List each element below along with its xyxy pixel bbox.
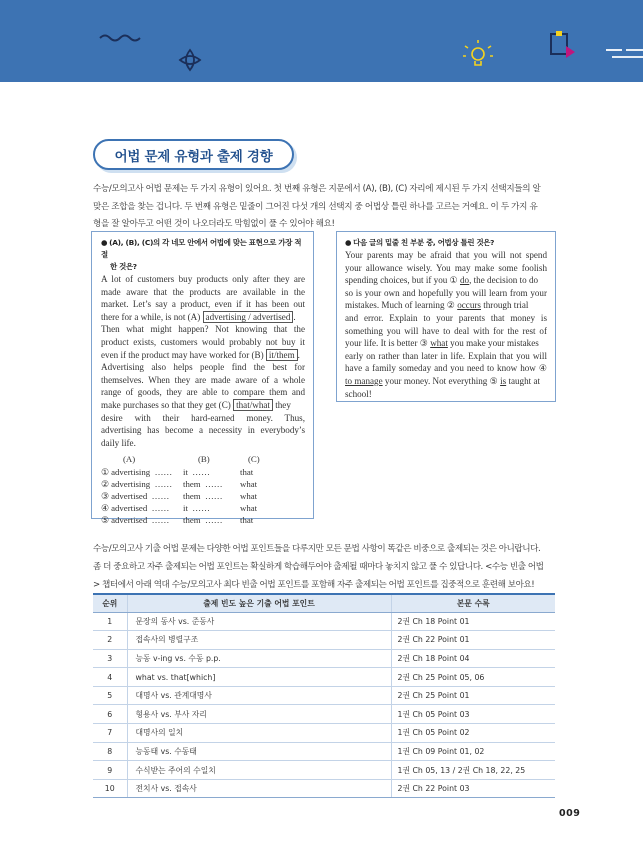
choice-a: [101, 466, 183, 478]
ref-cell: 2권 Ch 25 Point 01: [391, 686, 555, 705]
choice-a-text: ⑤ advertised: [101, 515, 148, 526]
intro2-line: 좀 더 중요하고 자주 출제되는 어법 포인트는 확실하게 학습해두어야 출제될 때마다 놓치지 않고 풀 수 있답니다. <수능 빈출 어법: [93, 562, 544, 572]
rank-cell: 7: [93, 724, 127, 743]
point-cell: what vs. that[which]: [127, 668, 391, 687]
choice-b: [183, 490, 240, 502]
passage-text: .: [297, 349, 300, 360]
passage-line: something you will have to deal with for the rest of: [345, 325, 547, 336]
passage-text: through trial: [483, 300, 529, 311]
choice-c: that: [240, 466, 254, 477]
passage-line: market. Let’s say a product, even if it has been out: [101, 299, 305, 310]
point-cell: 대명사 vs. 관계대명사: [127, 686, 391, 705]
passage-text: mistakes. Much of learning ②: [345, 300, 455, 311]
choice-b: [183, 466, 240, 478]
table-row: [93, 686, 555, 705]
point-cell: 능동태 vs. 수동태: [127, 742, 391, 761]
passage-line: [101, 349, 305, 362]
ref-cell: 2권 Ch 22 Point 01: [391, 631, 555, 650]
choice-b: [183, 514, 240, 526]
rank-cell: 8: [93, 742, 127, 761]
choice-row: [101, 502, 305, 514]
passage-line: [101, 399, 305, 412]
table-body: [93, 612, 555, 798]
header-ref: 본문 수록: [391, 594, 555, 612]
choice-a: [101, 514, 183, 526]
header-banner: [0, 0, 643, 82]
clipboard-icon: [551, 31, 575, 58]
table-row: [93, 631, 555, 650]
choice-a: [101, 502, 183, 514]
header-point: 출제 빈도 높은 기출 어법 포인트: [127, 594, 391, 612]
choice-b-text: them: [183, 515, 201, 526]
rank-cell: 5: [93, 686, 127, 705]
dots: ……: [205, 515, 223, 526]
passage-line: daily life.: [101, 437, 136, 448]
question-1-heading: [101, 237, 305, 273]
passage-text: even if the product may have worked for (B): [101, 349, 264, 360]
table-row: [93, 705, 555, 724]
rank-cell: 3: [93, 649, 127, 668]
passage-line: and error. Explain to your parents that money is: [345, 312, 547, 323]
point-cell: 전치사 vs. 접속사: [127, 779, 391, 798]
passage-line: school!: [345, 388, 372, 399]
choice-header-c: (C): [248, 454, 260, 465]
bullet-icon: ●: [101, 238, 108, 247]
point-cell: 대명사의 일치: [127, 724, 391, 743]
choice-row: [101, 478, 305, 490]
choice-b: [183, 502, 240, 514]
passage-line: themselves. When they are made aware of a whole: [101, 374, 305, 385]
sparkle-icon: [180, 50, 200, 70]
passage-line: [345, 299, 547, 312]
lightbulb-icon: [463, 40, 493, 65]
question-1-head-line1: (A), (B), (C)의 각 네모 안에서 어법에 맞는 표현으로 가장 적절: [101, 238, 302, 259]
passage-line: Your parents may be afraid that you will not spend: [345, 250, 547, 260]
passage-line: have a family someday and you need to know how ④: [345, 363, 547, 374]
passage-line: Then what might happen? Not knowing that the: [101, 324, 305, 335]
bullet-icon: ●: [345, 238, 352, 247]
choice-box-b: it/them: [266, 349, 298, 361]
point-cell: 능동 v-ing vs. 수동 p.p.: [127, 649, 391, 668]
point-cell: 접속사의 병렬구조: [127, 631, 391, 650]
passage-text: spending choices, but if you ①: [345, 275, 458, 286]
intro-line: 맞은 조합을 찾는 겁니다. 두 번째 유형은 밑줄이 그어진 다섯 개의 선택지 중 어법상 틀린 하나를 고르는 거예요. 이 두 가지 유: [93, 201, 538, 212]
header-rank: 순위: [93, 594, 127, 612]
choice-a: [101, 478, 183, 490]
question-1-passage: [101, 273, 305, 449]
passage-line: [101, 311, 305, 324]
underlined-choice-2: occurs: [457, 300, 481, 311]
underlined-choice-1: do: [460, 275, 470, 286]
choice-c: what: [240, 490, 258, 501]
passage-line: advertising has become a necessity in everybody’s: [101, 425, 305, 436]
point-cell: 문장의 동사 vs. 준동사: [127, 612, 391, 631]
intro-line: 수능/모의고사 어법 문제는 두 가지 유형이 있어요. 첫 번째 유형은 지문에서 (A), (B), (C) 자리에 제시된 두 가지 선택지들의 알: [93, 184, 541, 194]
point-cell: 수식받는 주어의 수일치: [127, 761, 391, 780]
dots: ……: [154, 478, 173, 489]
choice-header-b: (B): [198, 454, 210, 465]
choice-a-text: ④ advertised: [101, 503, 148, 514]
choice-b-text: them: [183, 478, 201, 489]
ref-cell: 1권 Ch 05 Point 02: [391, 724, 555, 743]
question-1-head-line2: 한 것은?: [110, 262, 137, 271]
passage-text: there for a while, is not (A): [101, 311, 201, 322]
intro2-line: 수능/모의고사 기출 어법 문제는 다양한 어법 포인트들을 다루지만 모든 문법 사항이 똑같은 비중으로 출제되는 것은 아니랍니다.: [93, 544, 541, 554]
choices-header: [101, 453, 305, 465]
question-2-passage: [345, 249, 547, 400]
ref-cell: 2권 Ch 18 Point 04: [391, 649, 555, 668]
dots: ……: [205, 478, 223, 489]
banner-decorations: [0, 0, 643, 82]
passage-text: they: [275, 399, 291, 410]
dots: ……: [151, 503, 170, 514]
question-2-heading: [345, 237, 547, 249]
wave-decoration-icon: [100, 36, 140, 41]
table-row: [93, 668, 555, 687]
intro2-line: > 챕터에서 아래 역대 수능/모의고사 최다 빈출 어법 포인트를 포함해 자주 출제되는 어법 포인트를 집중적으로 훈련해 보아요!: [93, 580, 535, 590]
rank-cell: 1: [93, 612, 127, 631]
ref-cell: 2권 Ch 25 Point 05, 06: [391, 668, 555, 687]
passage-line: your allowance wisely. You may make some foolish: [345, 262, 547, 273]
underlined-choice-5: is: [500, 375, 507, 386]
question-2-head: 다음 글의 밑줄 친 부분 중, 어법상 틀린 것은?: [353, 238, 495, 247]
ref-cell: 1권 Ch 05 Point 03: [391, 705, 555, 724]
frequency-table: [93, 593, 555, 798]
choice-b-text: them: [183, 490, 201, 501]
choice-row: [101, 490, 305, 502]
table-header-row: [93, 594, 555, 612]
table-row: [93, 761, 555, 780]
ref-cell: 2권 Ch 18 Point 01: [391, 612, 555, 631]
dots: ……: [205, 490, 223, 501]
ref-cell: 1권 Ch 05, 13 / 2권 Ch 18, 22, 25: [391, 761, 555, 780]
passage-text: your money. Not everything ⑤: [384, 375, 498, 386]
passage-text: your life. It is better ③: [345, 338, 428, 349]
dots: ……: [151, 515, 170, 526]
passage-line: product exists, customers would probably not buy it: [101, 336, 305, 347]
passage-text: , the decision to do: [469, 275, 539, 286]
dots: ……: [154, 466, 173, 477]
passage-text: taught at: [508, 375, 541, 386]
underlined-choice-4: to manage: [345, 375, 383, 386]
rank-cell: 2: [93, 631, 127, 650]
choice-a: [101, 490, 183, 502]
rank-cell: 9: [93, 761, 127, 780]
passage-line: Advertising also helps people find the best for: [101, 362, 305, 373]
choice-a-text: ② advertising: [101, 478, 151, 489]
passage-text: .: [293, 311, 296, 322]
choice-box-a: advertising / advertised: [203, 311, 294, 323]
rank-cell: 6: [93, 705, 127, 724]
choice-c: what: [240, 478, 258, 489]
dots: ……: [192, 503, 210, 514]
dots: ……: [192, 466, 210, 477]
passage-line: early on rather than later in life. Explain that you will: [345, 350, 547, 361]
choice-b-text: it: [183, 503, 188, 514]
section-title: 어법 문제 유형과 출제 경향: [93, 139, 294, 170]
passage-line: [345, 274, 547, 287]
dots: ……: [151, 490, 170, 501]
choice-c: that: [240, 515, 254, 526]
passage-line: [345, 375, 547, 388]
frequency-intro: [93, 540, 563, 594]
passage-line: [345, 337, 547, 350]
question-box-2: [336, 231, 556, 402]
choice-box-c: that/what: [233, 399, 273, 411]
ref-cell: 1권 Ch 09 Point 01, 02: [391, 742, 555, 761]
table-row: [93, 779, 555, 798]
choice-b: [183, 478, 240, 490]
table-row: [93, 612, 555, 631]
table-row: [93, 649, 555, 668]
choice-row: [101, 514, 305, 526]
intro-paragraph: [93, 181, 573, 234]
question-box-1: [91, 231, 314, 526]
page-number: 009: [559, 808, 581, 819]
choice-c: what: [240, 503, 258, 514]
question-1-choices: [101, 453, 305, 526]
dash-lines-icon: [606, 50, 643, 57]
choice-a-text: ① advertising: [101, 466, 151, 477]
table-row: [93, 724, 555, 743]
passage-text: you make your mistakes: [450, 338, 539, 349]
passage-line: A lot of customers buy products only after they are: [101, 274, 305, 284]
passage-line: made aware that the products are available in the: [101, 286, 305, 297]
passage-line: desire with their hard-earned money. Thus,: [101, 412, 305, 423]
choice-a-text: ③ advertised: [101, 490, 148, 501]
rank-cell: 10: [93, 779, 127, 798]
table-row: [93, 742, 555, 761]
intro-line: 형을 잘 알아두고 어떤 것이 나오더라도 막힘없이 풀 수 있어야 해요!: [93, 219, 335, 229]
ref-cell: 2권 Ch 22 Point 03: [391, 779, 555, 798]
passage-text: make purchases so that they get (C): [101, 399, 231, 410]
choice-header-a: (A): [123, 454, 136, 465]
choice-b-text: it: [183, 466, 188, 477]
rank-cell: 4: [93, 668, 127, 687]
choice-row: [101, 466, 305, 478]
passage-line: range of goods, they are able to compare them and: [101, 387, 305, 398]
passage-line: so is your own and hopefully you will learn from your: [345, 287, 547, 298]
underlined-choice-3: what: [430, 338, 448, 349]
point-cell: 형용사 vs. 부사 자리: [127, 705, 391, 724]
